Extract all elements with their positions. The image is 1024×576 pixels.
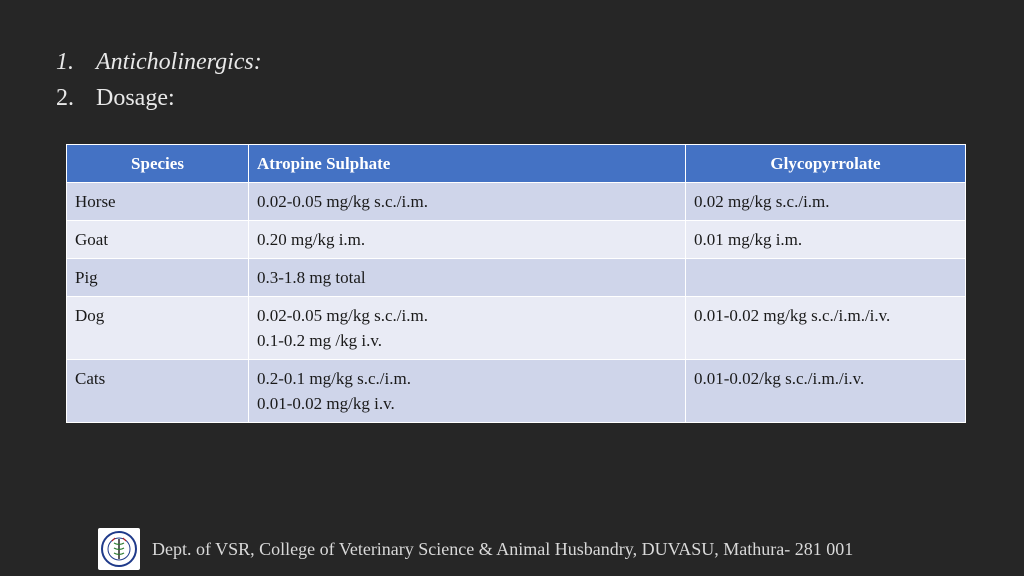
atropine-cell — [249, 183, 686, 221]
footer-text: Dept. of VSR, College of Veterinary Science & Animal Husbandry, DUVASU, Mathura- 281 001 — [152, 538, 854, 559]
dose-line: 0.01-0.02/kg s.c./i.m./i.v. — [694, 369, 865, 388]
slide-footer — [98, 528, 853, 570]
glycopyrrolate-cell — [686, 259, 966, 297]
dose-line: 0.02-0.05 mg/kg s.c./i.m. — [257, 192, 428, 211]
table-row — [67, 183, 966, 221]
glycopyrrolate-cell — [686, 183, 966, 221]
species-cell: Cats — [67, 360, 249, 423]
atropine-cell — [249, 221, 686, 259]
atropine-cell — [249, 259, 686, 297]
table-row — [67, 297, 966, 360]
glycopyrrolate-cell — [686, 221, 966, 259]
dose-line: 0.02 mg/kg s.c./i.m. — [694, 192, 830, 211]
table-row — [67, 259, 966, 297]
table-row — [67, 221, 966, 259]
dose-line: 0.20 mg/kg i.m. — [257, 230, 366, 249]
dose-line: 0.1-0.2 mg /kg i.v. — [257, 331, 382, 350]
university-seal-icon — [98, 528, 140, 570]
column-header-species: Species — [67, 145, 249, 183]
heading-item-dosage — [56, 80, 262, 116]
dose-line: 0.02-0.05 mg/kg s.c./i.m. — [257, 306, 428, 325]
species-cell: Pig — [67, 259, 249, 297]
university-seal-graphic — [100, 530, 138, 568]
atropine-cell — [249, 297, 686, 360]
dose-line: 0.2-0.1 mg/kg s.c./i.m. — [257, 369, 411, 388]
species-cell: Horse — [67, 183, 249, 221]
slide-heading-list — [56, 44, 262, 116]
heading-text: Dosage: — [96, 85, 175, 111]
species-cell: Goat — [67, 221, 249, 259]
heading-number: 2. — [56, 85, 74, 111]
dose-line: 0.01-0.02 mg/kg i.v. — [257, 394, 395, 413]
column-header-atropine: Atropine Sulphate — [249, 145, 686, 183]
column-header-glycopyrrolate: Glycopyrrolate — [686, 145, 966, 183]
atropine-cell — [249, 360, 686, 423]
dose-line: 0.01 mg/kg i.m. — [694, 230, 803, 249]
heading-item-anticholinergics — [56, 44, 262, 80]
dosage-table — [66, 144, 966, 423]
glycopyrrolate-cell — [686, 360, 966, 423]
glycopyrrolate-cell — [686, 297, 966, 360]
dose-line: 0.3-1.8 mg total — [257, 268, 366, 287]
species-cell: Dog — [67, 297, 249, 360]
heading-number: 1. — [56, 49, 74, 75]
table-row — [67, 360, 966, 423]
table-header-row — [67, 145, 966, 183]
dose-line: 0.01-0.02 mg/kg s.c./i.m./i.v. — [694, 306, 891, 325]
heading-text: Anticholinergics: — [96, 49, 262, 75]
